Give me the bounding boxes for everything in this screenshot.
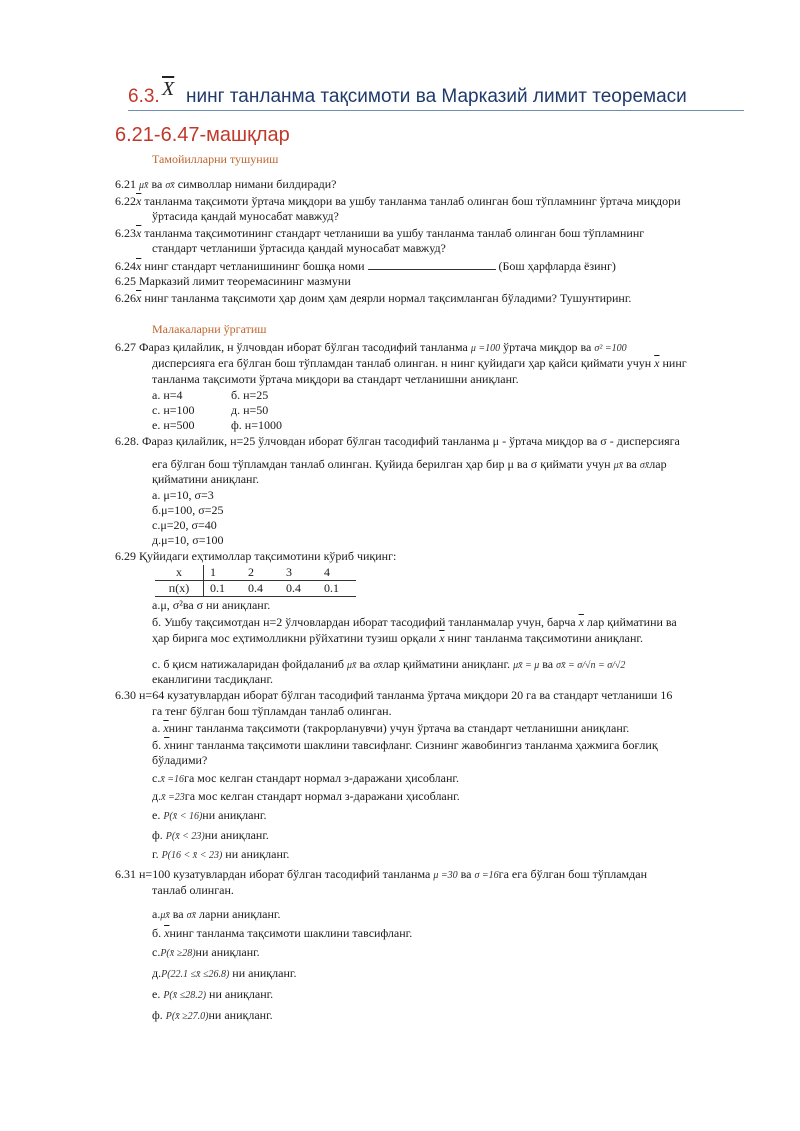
table-cell: 2 [242, 565, 280, 581]
exercise-6-30-g: г. P(16 < x̄ < 23) ни аниқланг. [152, 847, 290, 861]
option-a: а. н=4 [152, 388, 183, 402]
exercise-6-22: $6.22\overline{x}$ танланма тақсимоти ўртача миқдори ва ушбу танланма танлаб олинган бош тўпламнинг ўртача миқдори [115, 194, 681, 208]
table-cell: 0.4 [242, 581, 280, 597]
option-c: с. н=100 [152, 403, 195, 417]
title-xbar-symbol: $\overline{X}$ [162, 78, 175, 100]
table-row [155, 565, 356, 581]
exercise-6-31-e: е. P(x̄ ≤28.2) ни аниқланг. [152, 987, 274, 1001]
exercise-6-27: 6.27 Фараз қилайлик, н ўлчовдан иборат бўлган тасодифий танланма μ =100 ўртача миқдор ва σ² =100 [115, 340, 627, 354]
table-cell: 0.4 [280, 581, 318, 597]
option-f: ф. н=1000 [231, 418, 282, 432]
exercise-6-30-b: б. $\overline{x}нинг$ танланма тақсимоти шаклини тавсифланг. Сизнинг жавобингиз танланма ҳажмига боғлиқ [152, 738, 658, 752]
exercise-6-21: 6.21 μx̄ ва σx̄ символлар нимани билдиради? [115, 177, 337, 191]
param-a: а. μ=10, σ=3 [152, 488, 214, 502]
table-cell: 4 [318, 565, 356, 581]
exercise-6-30: 6.30 н=64 кузатувлардан иборат бўлган тасодифий танланма ўртача миқдори 20 га ва стандарт четланиши 16 [115, 688, 673, 702]
exercise-6-29-c-cont: еканлигини тасдиқланг. [152, 672, 274, 686]
exercise-6-23-cont: стандарт четланиши ўртасида қандай муносабат мавжуд? [152, 241, 446, 255]
exercise-6-29-b-cont: ҳар бирига мос еҳтимолликни рўйхатини тузиш орқали $\overline{x}$ нинг танланма тақсимотини аниқланг. [152, 631, 643, 645]
exercise-6-29-a: а.μ, σ²ва σ ни аниқланг. [152, 598, 271, 612]
exercise-6-31-c: с.P(x̄ ≥28)ни аниқланг. [152, 945, 260, 959]
exercise-6-30-e: е. P(x̄ < 16)ни аниқланг. [152, 808, 267, 822]
option-e: е. н=500 [152, 418, 195, 432]
table-cell: 0.1 [318, 581, 356, 597]
exercise-6-26: $6.26\overline{x}$ нинг танланма тақсимоти ҳар доим ҳам деярли нормал тақсимланган бўладими? Тушунтиринг. [115, 291, 632, 305]
exercise-6-31-d: д.P(22.1 ≤x̄ ≤26.8) ни аниқланг. [152, 966, 297, 980]
title-number: 6.3. [128, 86, 160, 107]
title-text: нинг танланма тақсимоти ва Марказий лимит теоремаси [186, 86, 687, 107]
option-b: б. н=25 [231, 388, 269, 402]
table-cell: п(x) [155, 581, 204, 597]
exercise-6-27-cont2: танланма тақсимоти ўртача миқдори ва стандарт четланишни аниқланг. [152, 372, 519, 386]
exercise-6-30-a: а. $\overline{x}нинг$ танланма тақсимоти (такрорланувчи) учун ўртача ва стандарт четланишни аниқланг. [152, 721, 630, 735]
table-cell: 1 [204, 565, 243, 581]
exercise-6-30-f: ф. P(x̄ < 23)ни аниқланг. [152, 828, 269, 842]
table-cell: x [155, 565, 204, 581]
exercise-6-27-cont: дисперсияга ега бўлган бош тўпламдан танлаб олинган. н нинг қуйидаги ҳар қайси қиймати учун $\overline{x}$ нинг [152, 356, 687, 370]
subsection-skills: Малакаларни ўргатиш [152, 322, 267, 336]
param-b: б.μ=100, σ=25 [152, 503, 224, 517]
chapter-title [128, 78, 744, 111]
exercise-6-31-a: а.μx̄ ва σx̄ ларни аниқланг. [152, 907, 281, 921]
exercise-6-29: 6.29 Қуйидаги еҳтимоллар тақсимотини кўриб чиқинг: [115, 549, 397, 563]
exercise-6-30-cont: га тенг бўлган бош тўпламдан танлаб олинган. [152, 704, 392, 718]
exercise-6-29-c: с. б қисм натижаларидан фойдаланиб μx̄ ва σx̄лар қийматини аниқланг. μx̄ = μ ва σx̄ = σ/√n = σ/√2 [152, 657, 626, 671]
exercise-6-22-cont: ўртасида қандай муносабат мавжуд? [152, 209, 339, 223]
param-d: д.μ=10, σ=100 [152, 533, 224, 547]
exercise-6-31-cont: танлаб олинган. [152, 883, 234, 897]
exercise-6-23: $6.23\overline{x}$ танланма тақсимотининг стандарт четланиши ва ушбу танланма танлаб олинган бош тўпламнинг [115, 226, 645, 240]
table-cell: 3 [280, 565, 318, 581]
table-row [155, 581, 356, 597]
exercise-6-28-cont: ега бўлган бош тўпламдан танлаб олинган. Қуйида берилган ҳар бир μ ва σ қиймати учун μx̄ ва σx̄лар [152, 457, 667, 471]
probability-table [155, 565, 356, 597]
exercise-6-30-c: с.x̄ =16га мос келган стандарт нормал з-даражани ҳисобланг. [152, 771, 459, 785]
section-heading: 6.21-6.47-машқлар [115, 124, 290, 146]
exercise-6-30-b-cont: бўладими? [152, 753, 208, 767]
option-d: д. н=50 [231, 403, 269, 417]
exercise-6-28: 6.28. Фараз қилайлик, н=25 ўлчовдан иборат бўлган тасодифий танланма μ - ўртача миқдор ва σ - дисперсияга [115, 434, 680, 448]
table-cell: 0.1 [204, 581, 243, 597]
exercise-6-25: 6.25 Марказий лимит теоремасининг мазмуни [115, 274, 351, 288]
exercise-6-31-b: б. $\overline{x}нинг$ танланма тақсимоти шаклини тавсифланг. [152, 926, 413, 940]
exercise-6-31-f: ф. P(x̄ ≥27.0)ни аниқланг. [152, 1008, 273, 1022]
param-c: с.μ=20, σ=40 [152, 518, 217, 532]
exercise-6-30-d: д.x̄ =23га мос келган стандарт нормал з-даражани ҳисобланг. [152, 789, 460, 803]
answer-blank [368, 259, 496, 270]
exercise-6-29-b: б. Ушбу тақсимотдан н=2 ўлчовлардан иборат тасодифий танланмалар учун, барча $\overline{x}$ лар қийматини ва [152, 615, 677, 629]
exercise-6-28-cont2: қийматини аниқланг. [152, 472, 260, 486]
exercise-6-24: $6.24\overline{x}$ нинг стандарт четланишининг бошқа номи (Бош ҳарфларда ёзинг) [115, 259, 616, 273]
subsection-concepts: Тамойилларни тушуниш [152, 152, 279, 166]
exercise-6-31: 6.31 н=100 кузатувлардан иборат бўлган тасодифий танланма μ =30 ва σ =16га ега бўлган бош тўпламдан [115, 867, 647, 881]
